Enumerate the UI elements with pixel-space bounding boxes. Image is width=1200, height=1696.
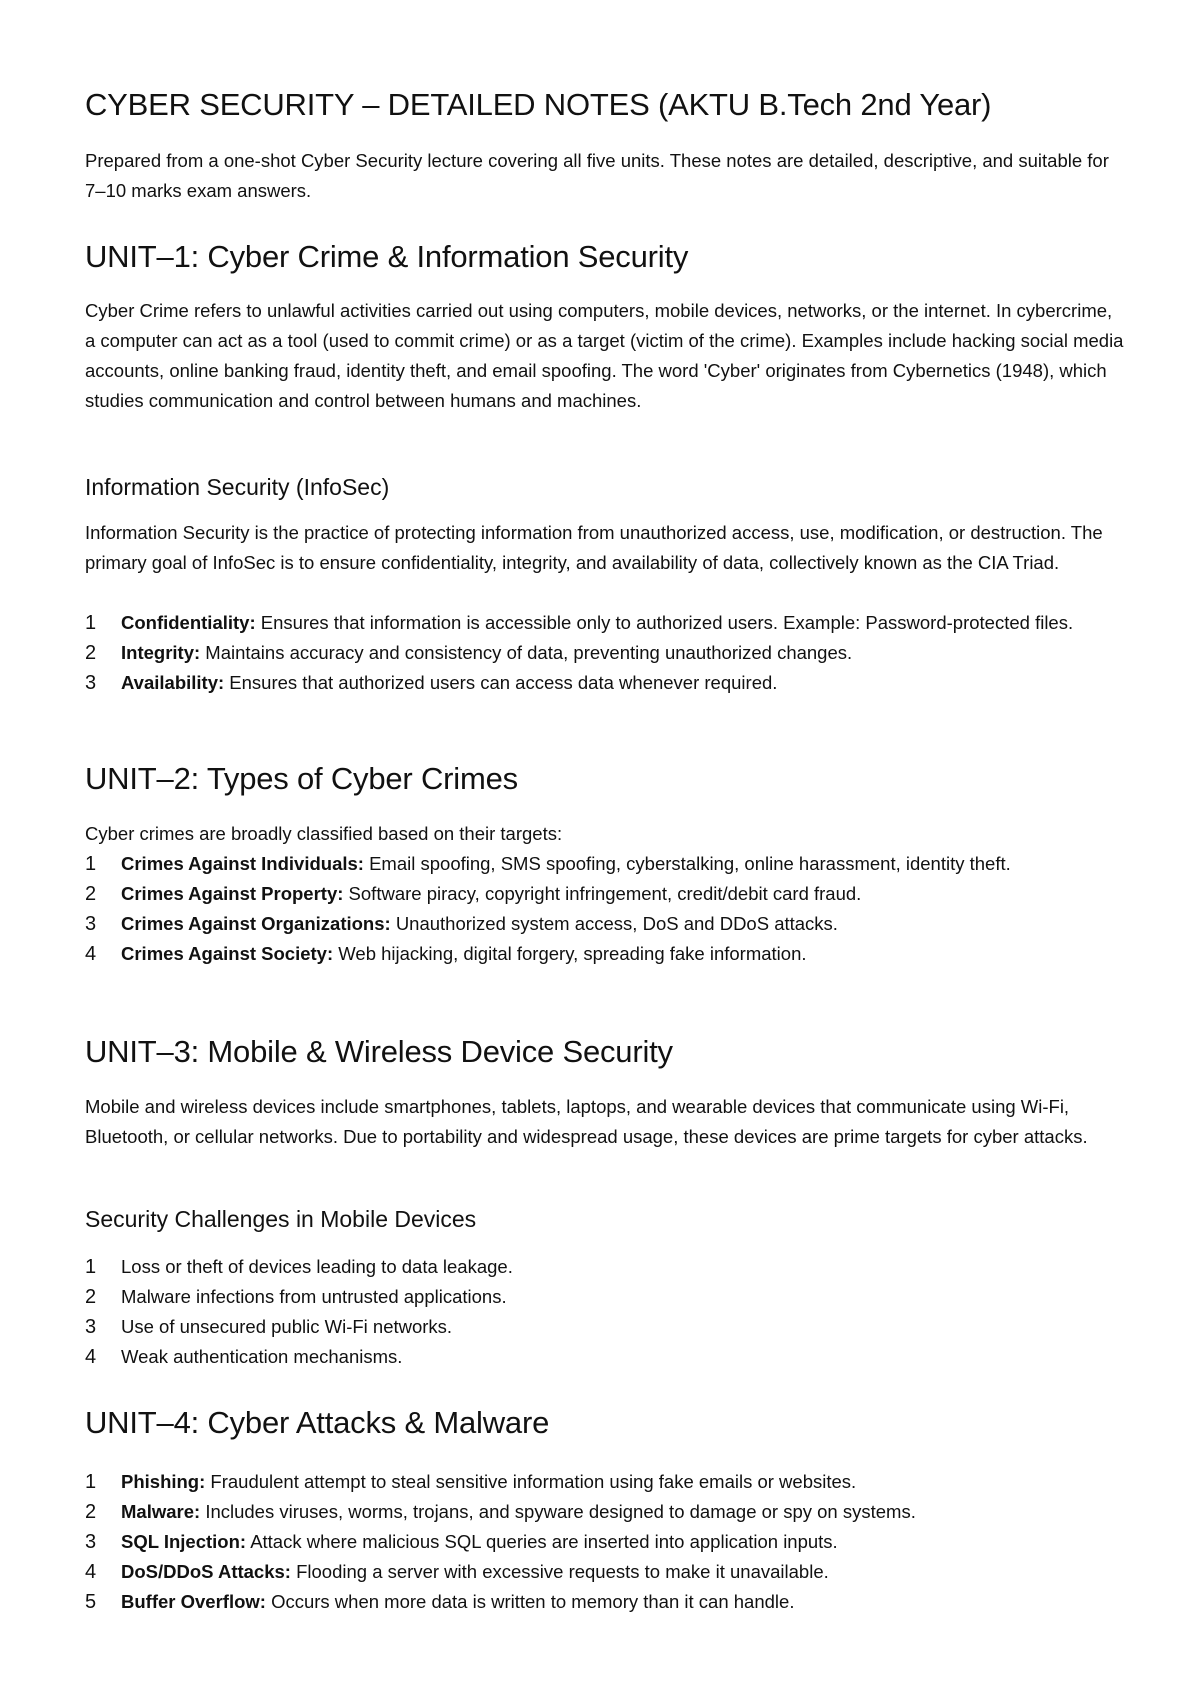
list-number: 4 <box>85 943 97 965</box>
unit-1-heading: UNIT–1: Cyber Crime & Information Security <box>85 239 689 274</box>
unit-2-paragraph: Cyber crimes are broadly classified based on their targets: <box>85 823 563 844</box>
list-term: Crimes Against Individuals: <box>121 853 364 874</box>
list-text: Web hijacking, digital forgery, spreading fake information. <box>338 943 807 964</box>
list-number: 2 <box>85 883 97 905</box>
unit-3-paragraph: Mobile and wireless devices include smartphones, tablets, laptops, and wearable devices that communicate using Wi-Fi, Bluetooth, or cellular networks. Due to portability and widespread usage, these devices are prime targets for cyber attacks. <box>85 1096 1088 1147</box>
list-number: 3 <box>85 672 97 694</box>
infosec-paragraph: Information Security is the practice of protecting information from unauthorized access, use, modification, or destruction. The primary goal of InfoSec is to ensure confidentiality, integrity, and availability of data, collectively known as the CIA Triad. <box>85 522 1103 573</box>
list-text: Ensures that authorized users can access data whenever required. <box>229 672 778 693</box>
list-number: 2 <box>85 642 97 664</box>
list-item <box>85 1587 1125 1617</box>
list-item <box>85 849 1125 879</box>
list-text: Malware infections from untrusted applications. <box>121 1286 507 1307</box>
list-term: Availability: <box>121 672 225 693</box>
list-term: Malware: <box>121 1501 201 1522</box>
crime-types-list <box>85 849 1125 969</box>
list-term: Buffer Overflow: <box>121 1591 266 1612</box>
list-term: Crimes Against Society: <box>121 943 334 964</box>
cia-triad-list <box>85 608 1125 698</box>
list-item <box>85 939 1125 969</box>
list-number: 4 <box>85 1346 97 1368</box>
list-term: Crimes Against Organizations: <box>121 913 391 934</box>
list-number: 5 <box>85 1591 97 1613</box>
unit-2-heading: UNIT–2: Types of Cyber Crimes <box>85 761 518 796</box>
list-number: 3 <box>85 1316 97 1338</box>
list-item <box>85 638 1125 668</box>
list-text: Ensures that information is accessible only to authorized users. Example: Password-protected files. <box>260 612 1074 633</box>
list-number: 1 <box>85 1471 97 1493</box>
list-item <box>85 879 1125 909</box>
list-text: Use of unsecured public Wi-Fi networks. <box>121 1316 453 1337</box>
list-item <box>85 668 1125 698</box>
list-number: 1 <box>85 853 97 875</box>
list-term: SQL Injection: <box>121 1531 247 1552</box>
intro-paragraph: Prepared from a one-shot Cyber Security lecture covering all five units. These notes are detailed, descriptive, and suitable for 7–10 marks exam answers. <box>85 150 1109 201</box>
list-item <box>85 909 1125 939</box>
list-item <box>85 1342 1125 1372</box>
list-number: 4 <box>85 1561 97 1583</box>
list-item <box>85 1557 1125 1587</box>
list-term: Integrity: <box>121 642 201 663</box>
list-text: Email spoofing, SMS spoofing, cyberstalking, online harassment, identity theft. <box>369 853 1011 874</box>
list-item <box>85 1252 1125 1282</box>
list-term: Phishing: <box>121 1471 206 1492</box>
list-text: Maintains accuracy and consistency of data, preventing unauthorized changes. <box>205 642 853 663</box>
list-text: Software piracy, copyright infringement, credit/debit card fraud. <box>348 883 862 904</box>
list-text: Flooding a server with excessive requests to make it unavailable. <box>296 1561 829 1582</box>
list-text: Attack where malicious SQL queries are inserted into application inputs. <box>250 1531 838 1552</box>
mobile-challenges-list <box>85 1252 1125 1372</box>
list-text: Weak authentication mechanisms. <box>121 1346 403 1367</box>
list-number: 3 <box>85 1531 97 1553</box>
list-term: Confidentiality: <box>121 612 256 633</box>
list-text: Fraudulent attempt to steal sensitive information using fake emails or websites. <box>210 1471 857 1492</box>
document-title: CYBER SECURITY – DETAILED NOTES (AKTU B.Tech 2nd Year) <box>85 87 992 122</box>
list-text: Loss or theft of devices leading to data leakage. <box>121 1256 513 1277</box>
list-number: 1 <box>85 1256 97 1278</box>
mobile-challenges-subheading: Security Challenges in Mobile Devices <box>85 1206 477 1232</box>
cyber-attacks-list <box>85 1467 1125 1617</box>
list-number: 2 <box>85 1501 97 1523</box>
list-term: DoS/DDoS Attacks: <box>121 1561 291 1582</box>
list-item <box>85 608 1125 638</box>
list-text: Unauthorized system access, DoS and DDoS attacks. <box>395 913 838 934</box>
unit-3-heading: UNIT–3: Mobile & Wireless Device Security <box>85 1034 673 1069</box>
list-number: 2 <box>85 1286 97 1308</box>
list-text: Includes viruses, worms, trojans, and spyware designed to damage or spy on systems. <box>205 1501 916 1522</box>
list-number: 1 <box>85 612 97 634</box>
list-item <box>85 1527 1125 1557</box>
unit-4-heading: UNIT–4: Cyber Attacks & Malware <box>85 1405 550 1440</box>
list-item <box>85 1497 1125 1527</box>
list-number: 3 <box>85 913 97 935</box>
list-text: Occurs when more data is written to memory than it can handle. <box>271 1591 795 1612</box>
unit-1-paragraph: Cyber Crime refers to unlawful activities carried out using computers, mobile devices, networks, or the internet. In cybercrime, a computer can act as a tool (used to commit crime) or as a target (victim of the crime). Examples include hacking social media accounts, online banking fraud, identity theft, and email spoofing. The word 'Cyber' originates from Cybernetics (1948), which studies communication and control between humans and machines. <box>85 300 1124 411</box>
infosec-subheading: Information Security (InfoSec) <box>85 474 390 500</box>
list-item <box>85 1467 1125 1497</box>
list-item <box>85 1312 1125 1342</box>
list-term: Crimes Against Property: <box>121 883 344 904</box>
list-item <box>85 1282 1125 1312</box>
